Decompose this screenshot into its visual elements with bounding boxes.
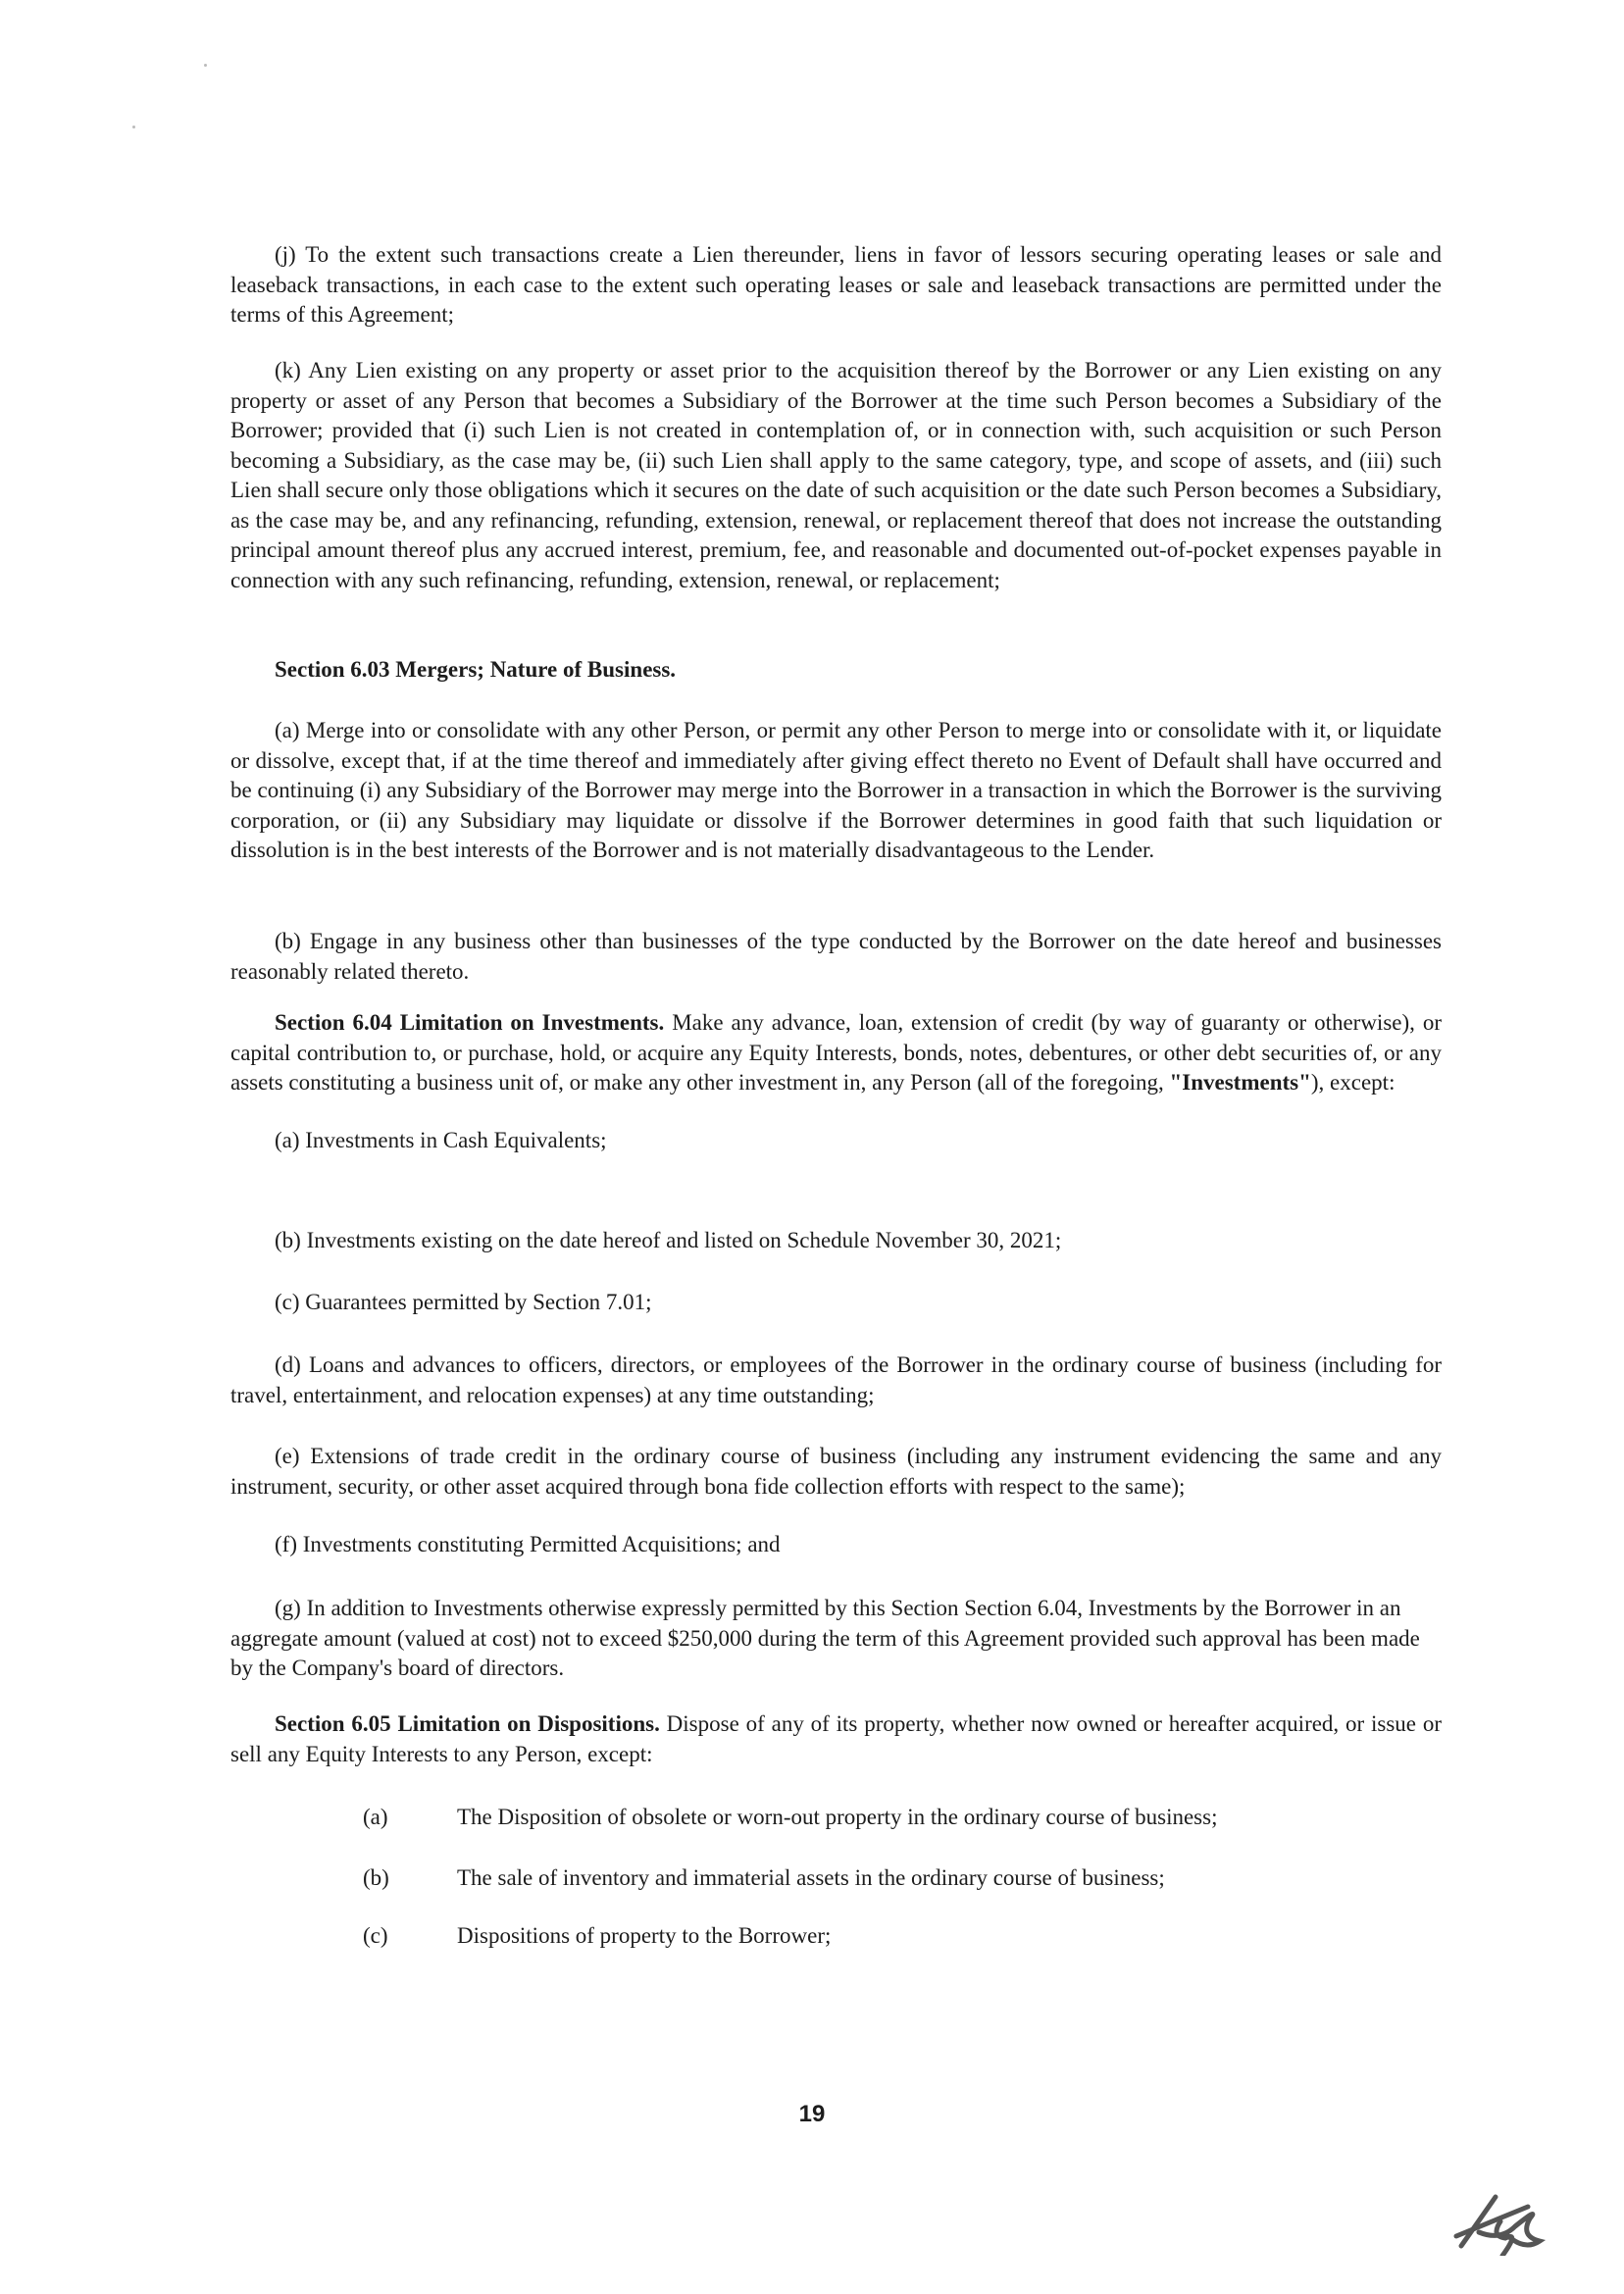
list-label: (a) (363, 1805, 388, 1829)
section-6-04-g: (g) In addition to Investments otherwise expressly permitted by this Section Section 6.04, Investments by the Borrower in an aggregate amount (valued at cost) not to exceed $250,000 during the term of this Agreement provided such approval has been made by the Company's board of directors. (230, 1596, 1420, 1680)
section-6-04-b: (b) Investments existing on the date hereof and listed on Schedule November 30, 2021; (275, 1228, 1062, 1252)
defined-term: "Investments" (1169, 1070, 1311, 1095)
heading-text: Section 6.05 Limitation on Dispositions. (275, 1711, 660, 1736)
section-6-04-c: (c) Guarantees permitted by Section 7.01; (275, 1290, 652, 1314)
list-item: The Disposition of obsolete or worn-out property in the ordinary course of business; (457, 1805, 1218, 1829)
initials-signature (1432, 2177, 1549, 2256)
section-6-03-b: (b) Engage in any business other than businesses of the type conducted by the Borrower on the date hereof and businesses reasonably related thereto. (230, 929, 1442, 984)
section-6-04-d: (d) Loans and advances to officers, directors, or employees of the Borrower in the ordinary course of business (including for travel, entertainment, and relocation expenses) at any time outstanding; (230, 1352, 1442, 1407)
list-item: Dispositions of property to the Borrower; (457, 1923, 832, 1948)
heading-text: Section 6.03 Mergers; Nature of Business. (275, 657, 677, 682)
intro-text: Dispose of any of its property, whether now owned or hereafter acquired, or issue or sell any Equity Interests to any Person, except: (230, 1711, 1443, 1766)
intro-text: Make any advance, loan, extension of credit (by way of guaranty or otherwise), or capital contribution to, or purchase, hold, or acquire any Equity Interests, bonds, notes, debentures, or other debt securities of, or any assets constituting a business unit of, or make any other investment in, any Person (all of the foregoing, (230, 1010, 1443, 1095)
section-6-04-intro (230, 1008, 1442, 1098)
scan-speck (132, 126, 135, 128)
list-item: The sale of inventory and immaterial assets in the ordinary course of business; (457, 1865, 1165, 1890)
section-6-03-a: (a) Merge into or consolidate with any other Person, or permit any other Person to merge into or consolidate with it, or liquidate or dissolve, except that, if at the time thereof and immediately after giving effect thereto no Event of Default shall have occurred and be continuing (i) any Subsidiary of the Borrower may merge into the Borrower in a transaction in which the Borrower is the surviving corporation, or (ii) any Subsidiary may liquidate or dissolve if the Borrower determines in good faith that such liquidation or dissolution is in the best interests of the Borrower and is not materially disadvantageous to the Lender. (230, 718, 1442, 862)
list-label: (b) (363, 1865, 389, 1890)
paragraph-k: (k) Any Lien existing on any property or asset prior to the acquisition thereof by the Borrower or any Lien existing on any property or asset of any Person that becomes a Subsidiary of the Borrower at the time such Person becomes a Subsidiary of the Borrower; provided that (i) such Lien is not created in contemplation of, or in connection with, such acquisition or such Person becoming a Subsidiary, as the case may be, (ii) such Lien shall apply to the same category, type, and scope of assets, and (iii) such Lien shall secure only those obligations which it secures on the date of such acquisition or the date such Person becomes a Subsidiary, as the case may be, and any refinancing, refunding, extension, renewal, or replacement thereof that does not increase the outstanding principal amount thereof plus any accrued interest, premium, fee, and reasonable and documented out-of-pocket expenses payable in connection with any such refinancing, refunding, extension, renewal, or replacement; (230, 358, 1442, 592)
scan-speck (204, 64, 207, 67)
list-label: (c) (363, 1923, 388, 1948)
section-6-03-heading (230, 655, 1442, 686)
intro-text-end: ), except: (1310, 1070, 1396, 1095)
section-6-05-intro (230, 1709, 1442, 1769)
page-number: 19 (798, 2101, 826, 2127)
section-6-04-e: (e) Extensions of trade credit in the ordinary course of business (including any instrument evidencing the same and any instrument, security, or other asset acquired through bona fide collection efforts with respect to the same); (230, 1444, 1442, 1499)
section-6-04-a: (a) Investments in Cash Equivalents; (275, 1128, 607, 1152)
heading-text: Section 6.04 Limitation on Investments. (275, 1010, 665, 1035)
paragraph-j: (j) To the extent such transactions create a Lien thereunder, liens in favor of lessors securing operating leases or sale and leaseback transactions, in each case to the extent such operating leases or sale and leaseback transactions are permitted under the terms of this Agreement; (230, 242, 1442, 327)
section-6-04-f: (f) Investments constituting Permitted Acquisitions; and (275, 1532, 781, 1556)
